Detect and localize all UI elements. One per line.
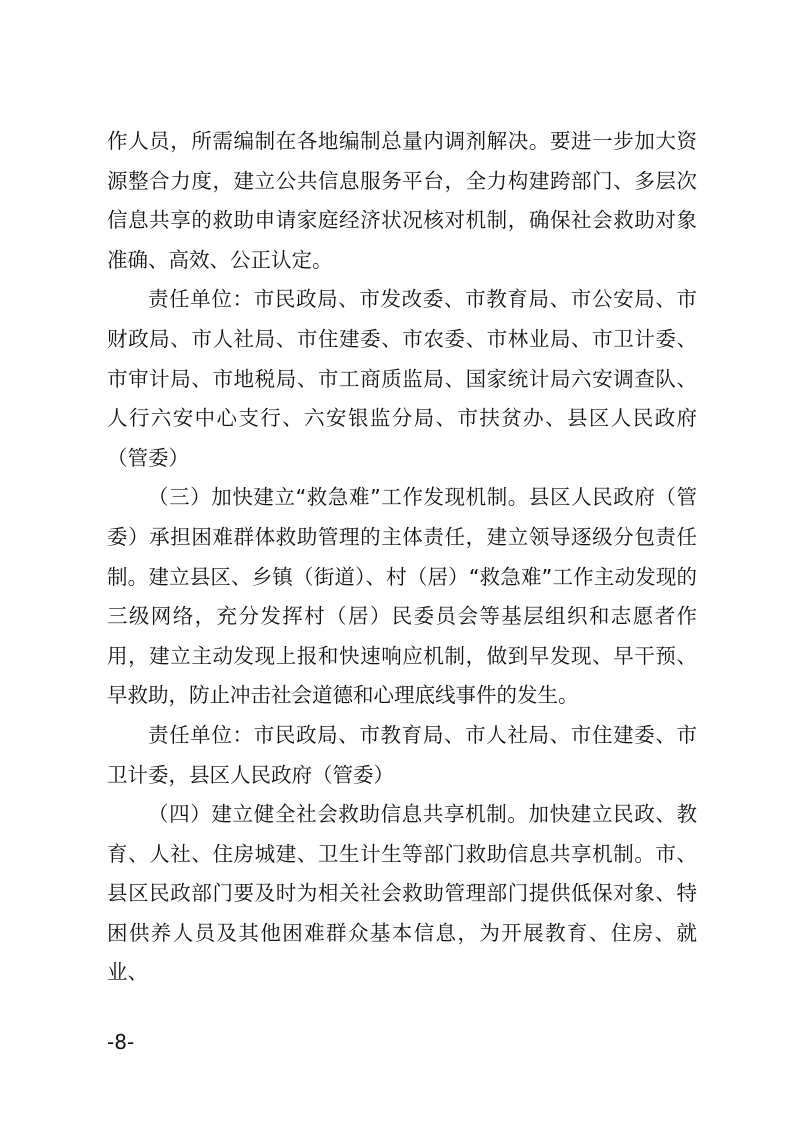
- paragraph-responsible-units-2: 责任单位：市民政局、市教育局、市人社局、市住建委、市卫计委，县区人民政府（管委）: [107, 722, 697, 787]
- paragraph-section-3: （三）加快建立“救急难”工作发现机制。县区人民政府（管委）承担困难群体救助管理的主体责任，建立领导逐级分包责任制。建立县区、乡镇（街道）、村（居）“救急难”工作主动发现的三级网络，充分发挥村（居）民委员会等基层组织和志愿者作用，建立主动发现上报和快速响应机制，做到早发现、早干预、早救助，防止冲击社会道德和心理底线事件的发生。: [107, 485, 697, 708]
- page-number: -8-: [107, 1030, 135, 1054]
- paragraph-continuation: 作人员，所需编制在各地编制总量内调剂解决。要进一步加大资源整合力度，建立公共信息服务平台，全力构建跨部门、多层次信息共享的救助申请家庭经济状况核对机制，确保社会救助对象准确、高效、公正认定。: [107, 129, 697, 272]
- document-body: [107, 122, 697, 993]
- paragraph-section-4: （四）建立健全社会救助信息共享机制。加快建立民政、教育、人社、住房城建、卫生计生等部门救助信息共享机制。市、县区民政部门要及时为相关社会救助管理部门提供低保对象、特困供养人员及其他困难群众基本信息，为开展教育、住房、就业、: [107, 802, 697, 985]
- paragraph-responsible-units-1: 责任单位：市民政局、市发改委、市教育局、市公安局、市财政局、市人社局、市住建委、市农委、市林业局、市卫计委、市审计局、市地税局、市工商质监局、国家统计局六安调查队、人行六安中心支行、六安银监分局、市扶贫办、县区人民政府（管委）: [107, 287, 697, 470]
